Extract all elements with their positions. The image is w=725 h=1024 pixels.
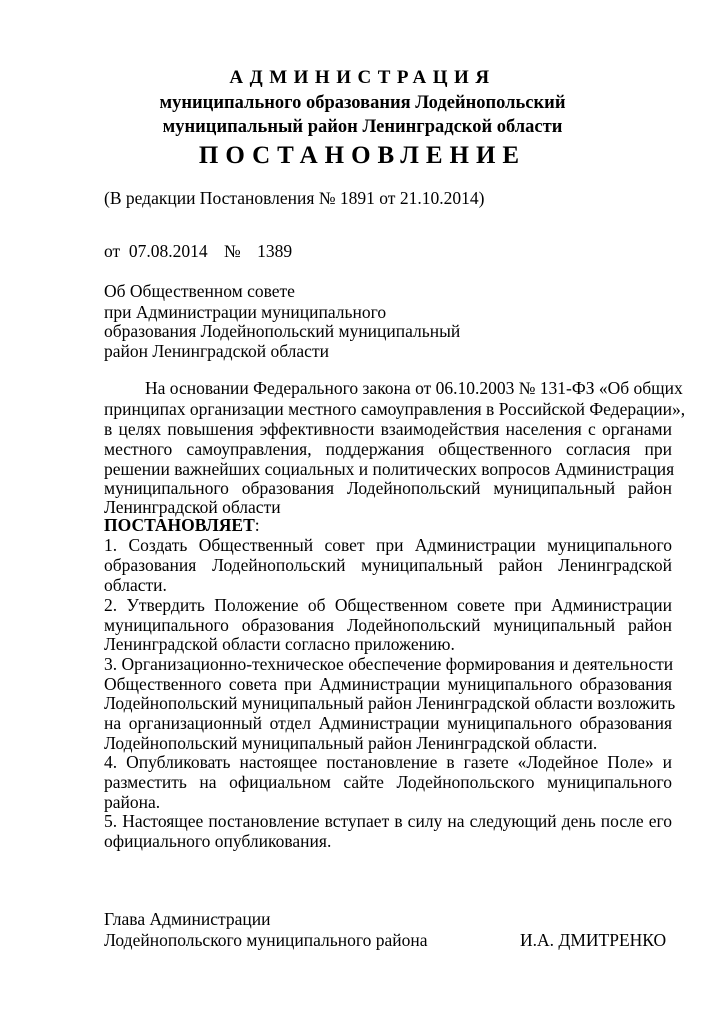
date-prefix: от: [104, 241, 121, 261]
decree-word: [104, 515, 260, 536]
preamble-line: местного самоуправления, поддержания общественного согласия при: [104, 439, 672, 459]
number-sign: №: [224, 241, 241, 261]
preamble-line: в целях повышения эффективности взаимодействия населения с органами: [104, 419, 672, 439]
document-date: 07.08.2014: [128, 241, 208, 261]
preamble-line: Ленинградской области: [104, 497, 281, 517]
subject-line: район Ленинградской области: [104, 341, 329, 361]
item-line: 2. Утвердить Положение об Общественном совете при Администрации: [104, 595, 672, 615]
subject-line: Об Общественном совете: [104, 281, 295, 301]
signatory-name: И.А. ДМИТРЕНКО: [520, 930, 667, 950]
item-line: Ленинградской области согласно приложению.: [104, 634, 455, 654]
item-line: Лодейнопольский муниципальный район Ленинградской области возложить: [104, 693, 676, 713]
subject-line: образования Лодейнопольский муниципальный: [104, 321, 461, 341]
item-line: Общественного совета при Администрации муниципального образования: [104, 674, 672, 694]
preamble-line: На основании Федерального закона от 06.10.2003 № 131-ФЗ «Об общих: [145, 378, 683, 398]
document-title: ПОСТАНОВЛЕНИЕ: [198, 142, 527, 169]
preamble-line: решении важнейших социальных и политических вопросов Администрация: [104, 459, 675, 479]
document-number: 1389: [257, 241, 293, 261]
edition-note: (В редакции Постановления № 1891 от 21.10.2014): [104, 188, 485, 208]
decree-colon: :: [254, 515, 260, 535]
signature-position-line1: Глава Администрации: [104, 909, 271, 929]
decree-keyword: ПОСТАНОВЛЯЕТ: [104, 515, 255, 535]
item-line: муниципального образования Лодейнопольский муниципальный район: [104, 615, 672, 635]
item-line: на организационный отдел Администрации муниципального образования: [104, 713, 672, 733]
preamble-line: муниципального образования Лодейнопольский муниципальный район: [104, 478, 672, 498]
item-line: 3. Организационно-техническое обеспечение формирования и деятельности: [104, 654, 674, 674]
item-line: 5. Настоящее постановление вступает в силу на следующий день после его: [104, 811, 672, 831]
item-line: разместить на официальном сайте Лодейнопольского муниципального: [104, 772, 672, 792]
preamble-line: принципах организации местного самоуправления в Российской Федерации»,: [104, 399, 686, 419]
item-line: образования Лодейнопольский муниципальный район Ленинградской: [104, 555, 672, 575]
header-municipality-line2: муниципальный район Ленинградской области: [162, 117, 563, 137]
header-municipality-line1: муниципального образования Лодейнопольский: [159, 93, 566, 113]
item-line: 1. Создать Общественный совет при Администрации муниципального: [104, 535, 672, 555]
item-line: официального опубликования.: [104, 831, 332, 851]
signature-position-line2: Лодейнопольского муниципального района: [104, 930, 428, 950]
header-administration: АДМИНИСТРАЦИЯ: [229, 67, 496, 88]
item-line: района.: [104, 792, 161, 812]
item-line: Лодейнопольский муниципальный район Ленинградской области.: [104, 733, 598, 753]
subject-line: при Администрации муниципального: [104, 302, 387, 322]
item-line: 4. Опубликовать настоящее постановление в газете «Лодейное Поле» и: [104, 752, 672, 772]
item-line: области.: [104, 575, 167, 595]
date-line: [104, 241, 292, 262]
